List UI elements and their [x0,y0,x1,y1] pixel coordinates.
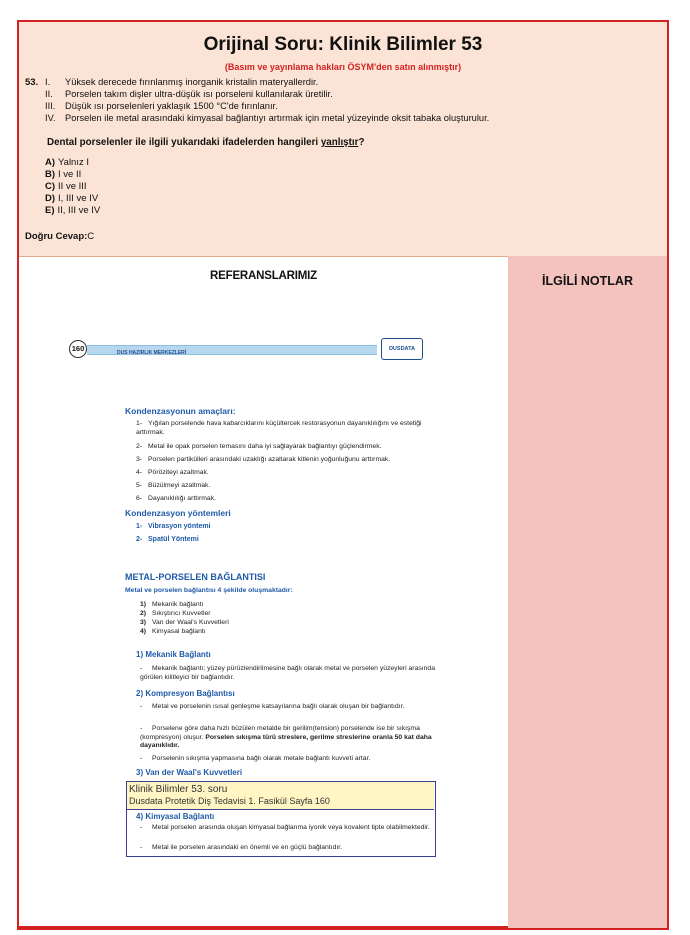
option-text: Yalnız I [58,157,90,168]
kompresyon-text-3 [140,755,436,764]
answer-value: C [87,231,95,242]
statement-roman: IV. [45,113,56,123]
statement-text: Porselen takım dişler ultra-düşük ısı porseleni kullanılarak üretilir. [65,89,333,99]
item-text: Pöröziteyi azaltmak. [148,469,209,476]
notes-title: İLGİLİ NOTLAR [542,274,633,288]
item-number: 4- [136,469,143,476]
cond-item [136,495,436,504]
correct-answer [25,231,94,242]
item-number: 6- [136,495,143,502]
bullet: - [140,824,143,831]
option-letter: A) [45,157,56,168]
reference-source-page: Dusdata Protetik Diş Tedavisi 1. Fasikül Sayfa 160 [129,796,330,806]
bullet: - [140,725,143,732]
cond-item [136,482,436,491]
option-a [45,157,89,168]
option-c [45,181,87,192]
bullet: - [140,844,143,851]
cond-item [136,443,436,452]
statement-text: Porselen ile metal arasındaki kimyasal bağlantıyı artırmak için metal yüzeyinde oksit tabaka oluşturulur. [65,113,490,123]
book-header-bar [69,340,424,358]
statement-1 [45,77,318,87]
notes-panel [508,256,667,928]
kompresyon-text-2 [140,725,436,751]
book-bar [87,345,377,355]
vdw-title: 3) Van der Waal's Kuvvetleri [136,768,243,777]
item-number: 2) [140,610,147,617]
option-letter: B) [45,169,56,180]
book-page-number: 160 [69,340,87,358]
bullet: - [140,755,143,762]
mp-item [140,601,203,610]
cond-title: Kondenzasyonun amaçları: [125,406,236,416]
option-text: I ve II [58,169,82,180]
page-frame [17,20,669,930]
option-text: II, III ve IV [57,205,101,216]
page-title: Orijinal Soru: Klinik Bilimler 53 [203,34,483,55]
cond-item [136,469,436,478]
prompt-underlined: yanlıştır [320,137,359,148]
item-text: Vibrasyon yöntemi [148,523,211,530]
question-prompt [47,137,364,148]
item-text: Metal ile opak porselen temasını daha iyi sağlayarak bağlantıyı güçlendirmek. [148,443,382,450]
prompt-end: ? [358,137,365,148]
kimyasal-title: 4) Kimyasal Bağlantı [136,812,215,821]
option-b [45,169,81,180]
option-e [45,205,100,216]
mp-subtitle: Metal ve porselen bağlantısı 4 şekilde oluşmaktadır: [125,587,293,594]
method-item [136,523,211,530]
cond-item [136,420,436,437]
item-number: 1- [136,523,143,530]
dusdata-logo: DUSDATA [381,338,423,360]
prompt-text: Dental porselenler ile ilgili yukarıdaki ifadelerden hangileri [47,137,321,148]
kompresyon-text-1 [140,703,436,712]
item-number: 1) [140,601,147,608]
item-text: Yığılan porselende hava kabarcıklarını küçültercek restorasyonun dayanıklılığını ve estetiği arttırmak. [136,420,422,436]
mp-title: METAL-PORSELEN BAĞLANTISI [125,572,266,582]
option-letter: C) [45,181,56,192]
answer-label: Doğru Cevap: [25,231,88,242]
question-number: 53. [25,77,39,88]
option-letter: E) [45,205,55,216]
kimyasal-text-2 [140,844,430,853]
item-text: Metal ile porselen arasındaki en önemli ve en güçlü bağlantıdır. [152,844,343,851]
kompresyon-title: 2) Kompresyon Bağlantısı [136,689,235,698]
item-text: Porselenin sıkışma yapmasına bağlı olarak metale bağlantı kuvveti artar. [152,755,371,762]
option-text: I, III ve IV [58,193,99,204]
mp-item [140,610,211,619]
item-number: 5- [136,482,143,489]
item-text: Mekanik bağlantı; yüzey pürüzlendirilmesine bağlı olarak metal ve porselen yüzeyleri arasında görülen kilitleyici bir bağlantıdır. [140,665,435,681]
statement-text: Yüksek derecede fırınlanmış inorganik kristalin materyallerdir. [65,77,319,87]
book-bar-label: DUS HAZIRLIK MERKEZLERİ [117,350,187,356]
bullet: - [140,703,143,710]
mp-item [140,619,229,628]
statement-2 [45,89,333,99]
statement-text: Düşük ısı porselenleri yaklaşık 1500 °C'de fırınlanır. [65,101,278,111]
kimyasal-text-1 [140,824,430,833]
methods-title: Kondenzasyon yöntemleri [125,508,231,518]
references-title: REFERANSLARIMIZ [210,270,317,282]
bullet: - [140,665,143,672]
item-text: Van der Waal's Kuvvetleri [152,619,229,626]
item-text: Mekanik bağlantı [152,601,204,608]
item-text: Kimyasal bağlantı [152,628,206,635]
item-text: Porselen partikülleri arasındaki uzaklığı azaltarak kitlenin yoğunluğunu arttırmak. [148,456,391,463]
option-letter: D) [45,193,56,204]
item-text: Sıkıştırıcı Kuvvetler [152,610,211,617]
statement-roman: I. [45,77,51,87]
mekanik-text [140,665,436,682]
item-number: 3- [136,456,143,463]
statement-roman: II. [45,89,53,99]
item-text: Dayanıklılığı arttırmak. [148,495,216,502]
item-text: Spatül Yöntemi [148,536,199,543]
item-text: Büzülmeyi azaltmak. [148,482,211,489]
item-number: 2- [136,536,143,543]
reference-source-question: Klinik Bilimler 53. soru [129,784,228,795]
item-number: 4) [140,628,147,635]
mekanik-title: 1) Mekanik Bağlantı [136,650,211,659]
statement-4 [45,113,489,123]
item-text: Porselene göre daha hızlı büzülen metalde bir gerilim(tension) porselende ise bir sıkışma (kompresyon) oluşur. [140,725,420,741]
reference-highlight-box [126,781,436,857]
item-text-bold: Porselen sıkışma türü streslere, gerilme streslerine oranla 50 kat daha dayanıklıdır. [140,733,432,750]
reference-highlight-label [127,782,434,810]
copyright-note: (Basım ve yayınlama hakları ÖSYM'den satın alınmıştır) [224,62,462,72]
mp-item [140,628,206,637]
item-text: Metal ve porselenin ısısal genleşme katsayılarına bağlı olarak oluşan bir bağlantıdır. [152,703,405,710]
statement-3 [45,101,278,111]
statement-roman: III. [45,101,56,111]
item-number: 1- [136,420,143,427]
cond-item [136,456,436,465]
item-number: 3) [140,619,147,626]
item-number: 2- [136,443,143,450]
item-text: Metal porselen arasında oluşan kimyasal bağlanma iyonik veya kovalent tipte olabilmektedir. [152,824,430,831]
option-d [45,193,98,204]
method-item [136,536,199,543]
option-text: II ve III [58,181,87,192]
question-panel [19,22,667,257]
